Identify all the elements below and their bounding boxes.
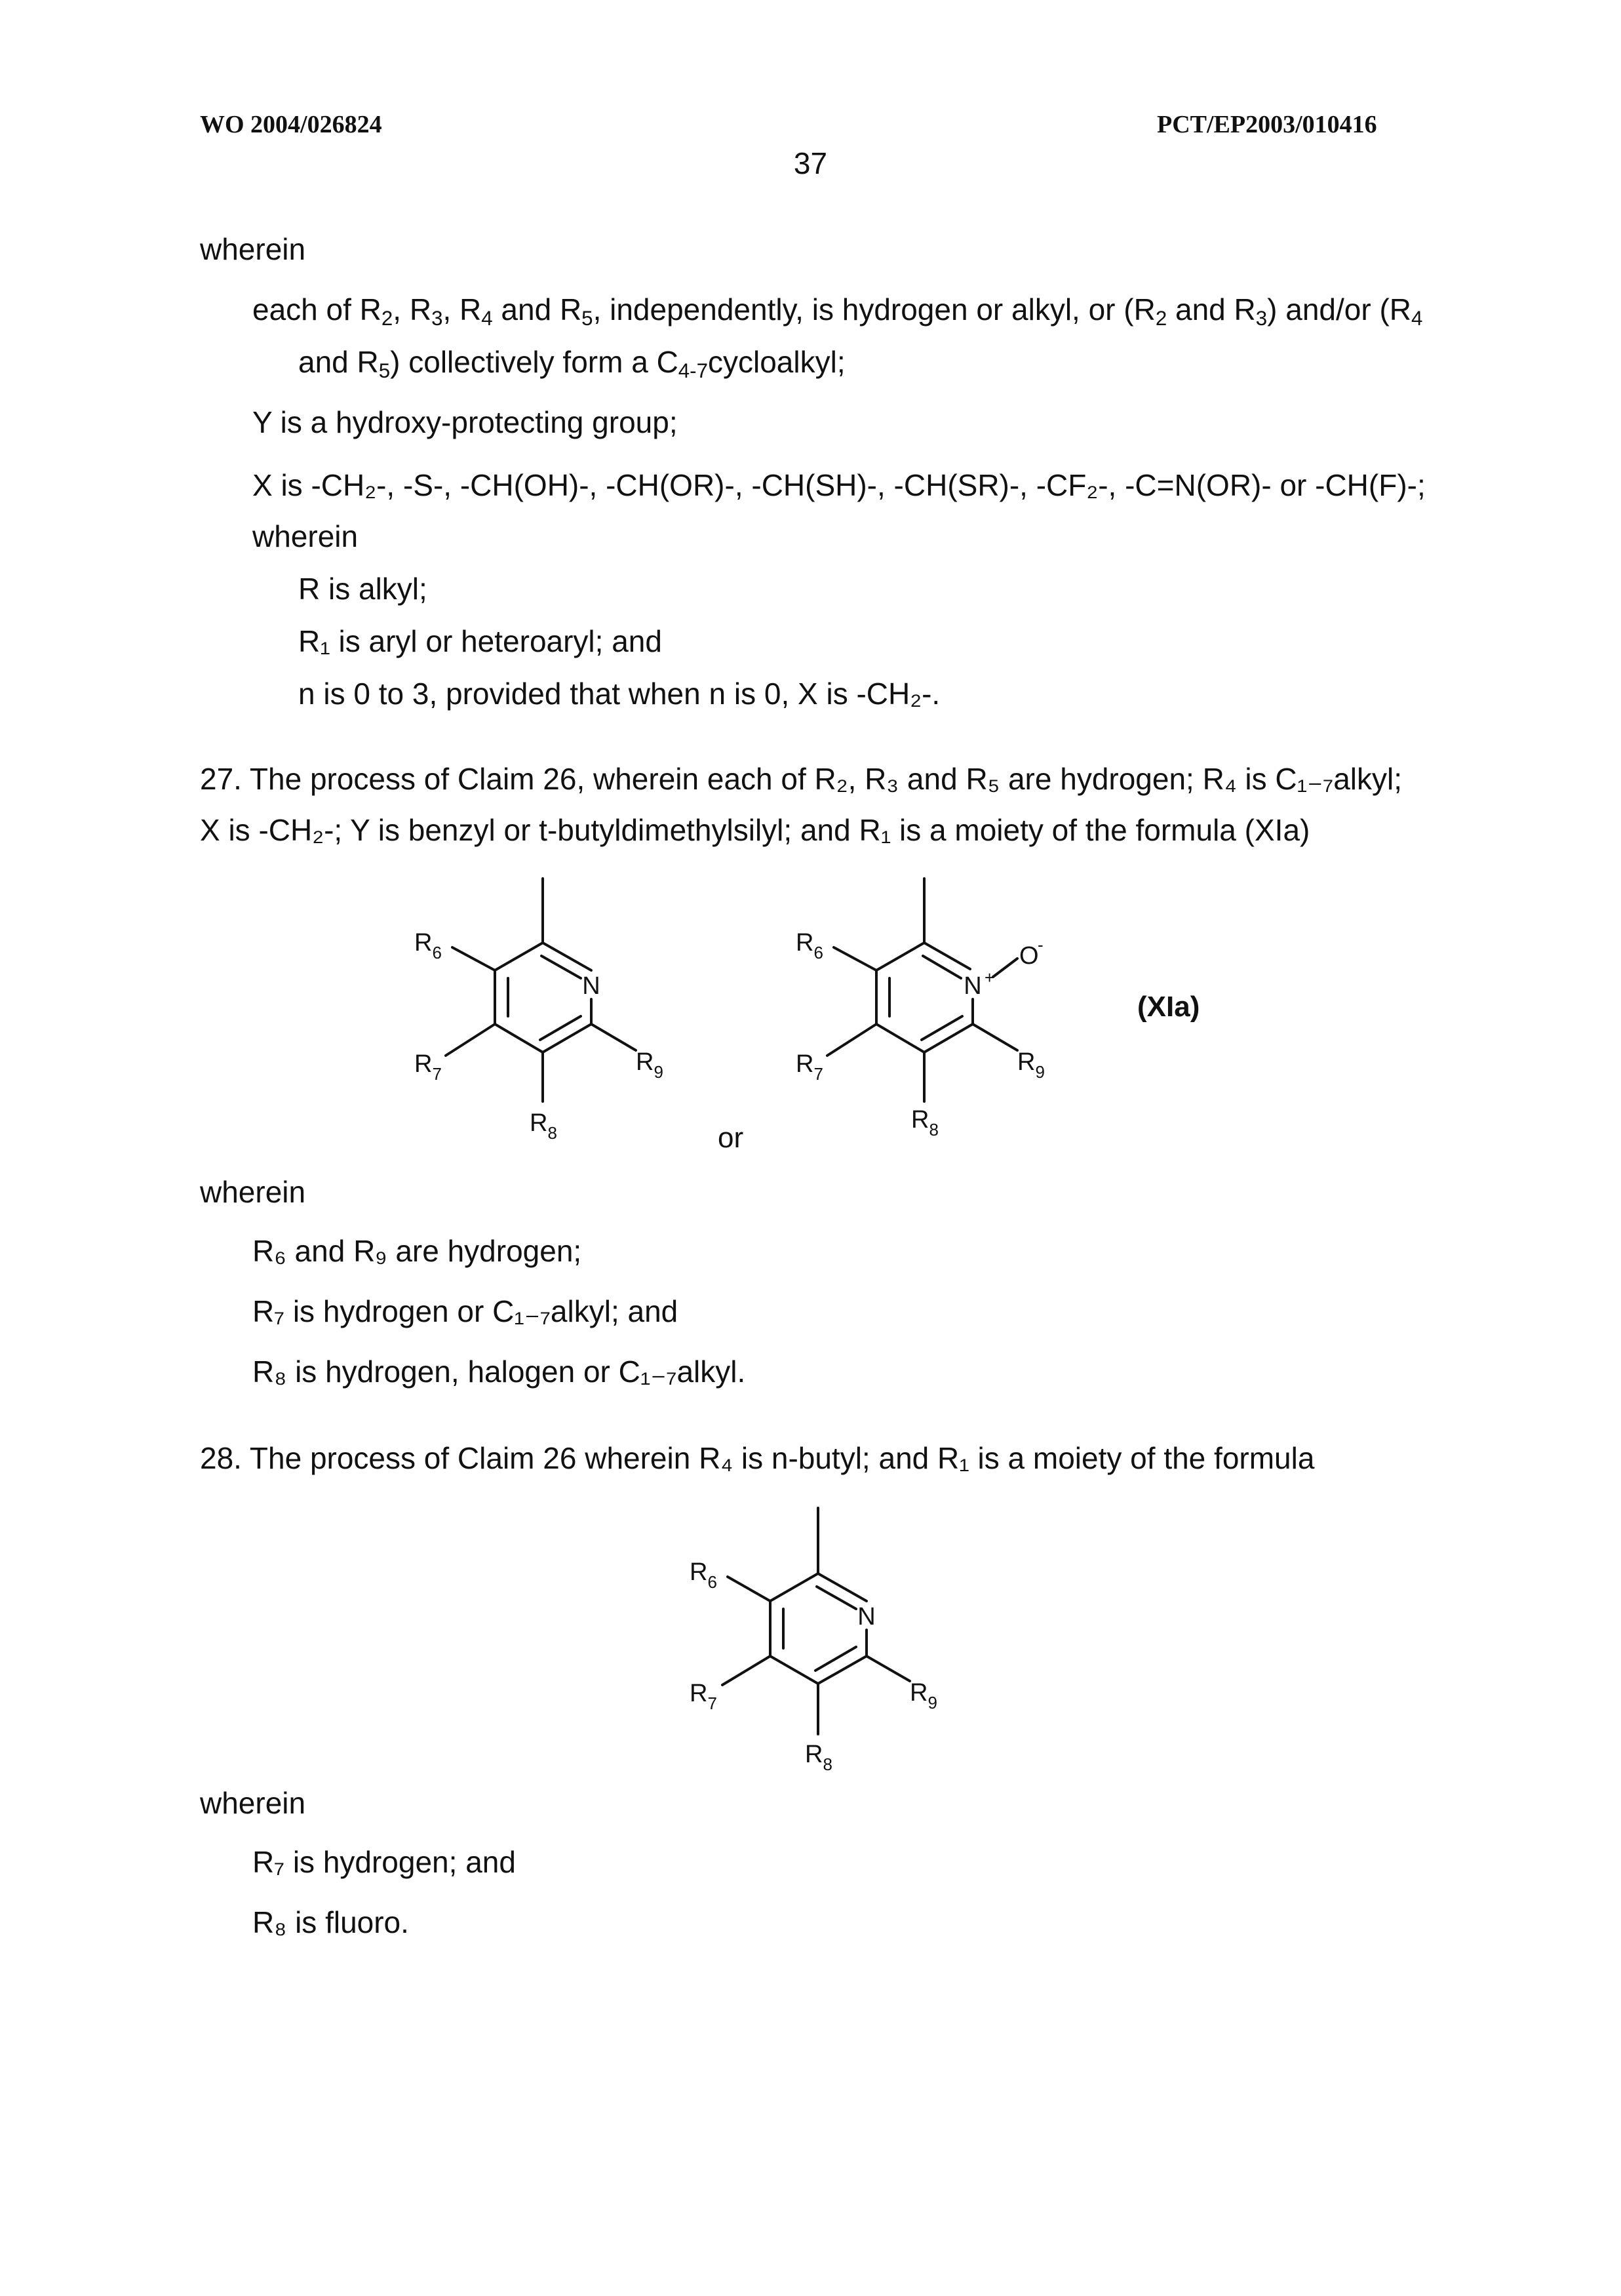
definition-n: n is 0 to 3, provided that when n is 0, X is -CH₂-. [298, 677, 941, 711]
claim-28-r8-label: R8 [805, 1741, 832, 1774]
claim-28-r7: R₇ is hydrogen; and [252, 1845, 516, 1879]
pyridine-r7-label: R7 [414, 1050, 442, 1084]
n-oxide-r6-label: R6 [796, 929, 823, 962]
claim-28-r8: R₈ is fluoro. [252, 1905, 409, 1939]
definition-r1: R₁ is aryl or heteroaryl; and [298, 624, 662, 658]
pyridine-r6-label: R6 [414, 929, 442, 962]
formula-label-xia: (XIa) [1137, 991, 1200, 1023]
n-oxide-r8-label: R8 [911, 1106, 939, 1139]
wherein-label: wherein [200, 232, 306, 266]
definition-r2-r5-line2: and $R_5$) collectively form a $C_{4-7}cycloalkyl$; [298, 345, 846, 382]
n-oxide-r7-label: R7 [796, 1050, 823, 1084]
publication-number: WO 2004/026824 [200, 111, 382, 138]
definition-r2-r5-line1: each of $R_2$, $R_3$, $R_4$ and $R_5$, independently, is hydrogen or alkyl, or ($R_2$ and $R_3$) and/or ($R_4$ [252, 292, 1423, 330]
wherein-label-4: wherein [200, 1786, 306, 1820]
definition-y: Y is a hydroxy-protecting group; [252, 405, 678, 439]
or-connector: or [718, 1122, 744, 1154]
n-oxide-nitrogen-label: N [964, 972, 982, 1000]
claim-28-r7-label: R7 [690, 1680, 717, 1713]
claim-27-r7: R₇ is hydrogen or C₁₋₇alkyl; and [252, 1294, 678, 1328]
claim-27-line2: X is -CH₂-; Y is benzyl or t-butyldimethylsilyl; and R₁ is a moiety of the formula (XIa) [200, 813, 1310, 847]
claim-28-r9-label: R9 [910, 1679, 937, 1712]
pyridine-nitrogen-label: N [582, 972, 600, 1000]
definition-x: X is -CH₂-, -S-, -CH(OH)-, -CH(OR)-, -CH(SH)-, -CH(SR)-, -CF₂-, -C=N(OR)- or -CH(F)-; [252, 468, 1426, 502]
claim-28-line1: 28. The process of Claim 26 wherein R₄ is n-butyl; and R₁ is a moiety of the formula [200, 1441, 1315, 1475]
pyridine-n-oxide-structure [827, 879, 1017, 1101]
claim-27-r6-r9: R₆ and R₉ are hydrogen; [252, 1234, 582, 1268]
n-oxide-minus-charge: - [1038, 935, 1044, 955]
claim-28-nitrogen-label: N [857, 1603, 876, 1631]
claim-27-r8: R₈ is hydrogen, halogen or C₁₋₇alkyl. [252, 1355, 746, 1389]
pyridine-structure [446, 879, 636, 1101]
claim-27-line1: 27. The process of Claim 26, wherein each of R₂, R₃ and R₅ are hydrogen; R₄ is C₁₋₇alkyl; [200, 762, 1403, 796]
formula-xia-structures [380, 865, 1245, 1174]
wherein-label-3: wherein [200, 1175, 306, 1209]
claim-28-structure [675, 1501, 1016, 1796]
pyridine-r9-label: R9 [636, 1048, 663, 1082]
pyridine-r8-label: R8 [530, 1109, 557, 1143]
claim-28-r6-label: R6 [690, 1558, 717, 1592]
page-number: 37 [793, 146, 828, 180]
n-oxide-oxygen-label: O [1019, 942, 1039, 970]
n-oxide-plus-charge: + [985, 968, 995, 987]
definition-r: R is alkyl; [298, 572, 427, 606]
wherein-label-2: wherein [252, 519, 359, 553]
n-oxide-r9-label: R9 [1017, 1048, 1045, 1082]
application-number: PCT/EP2003/010416 [1157, 111, 1377, 138]
